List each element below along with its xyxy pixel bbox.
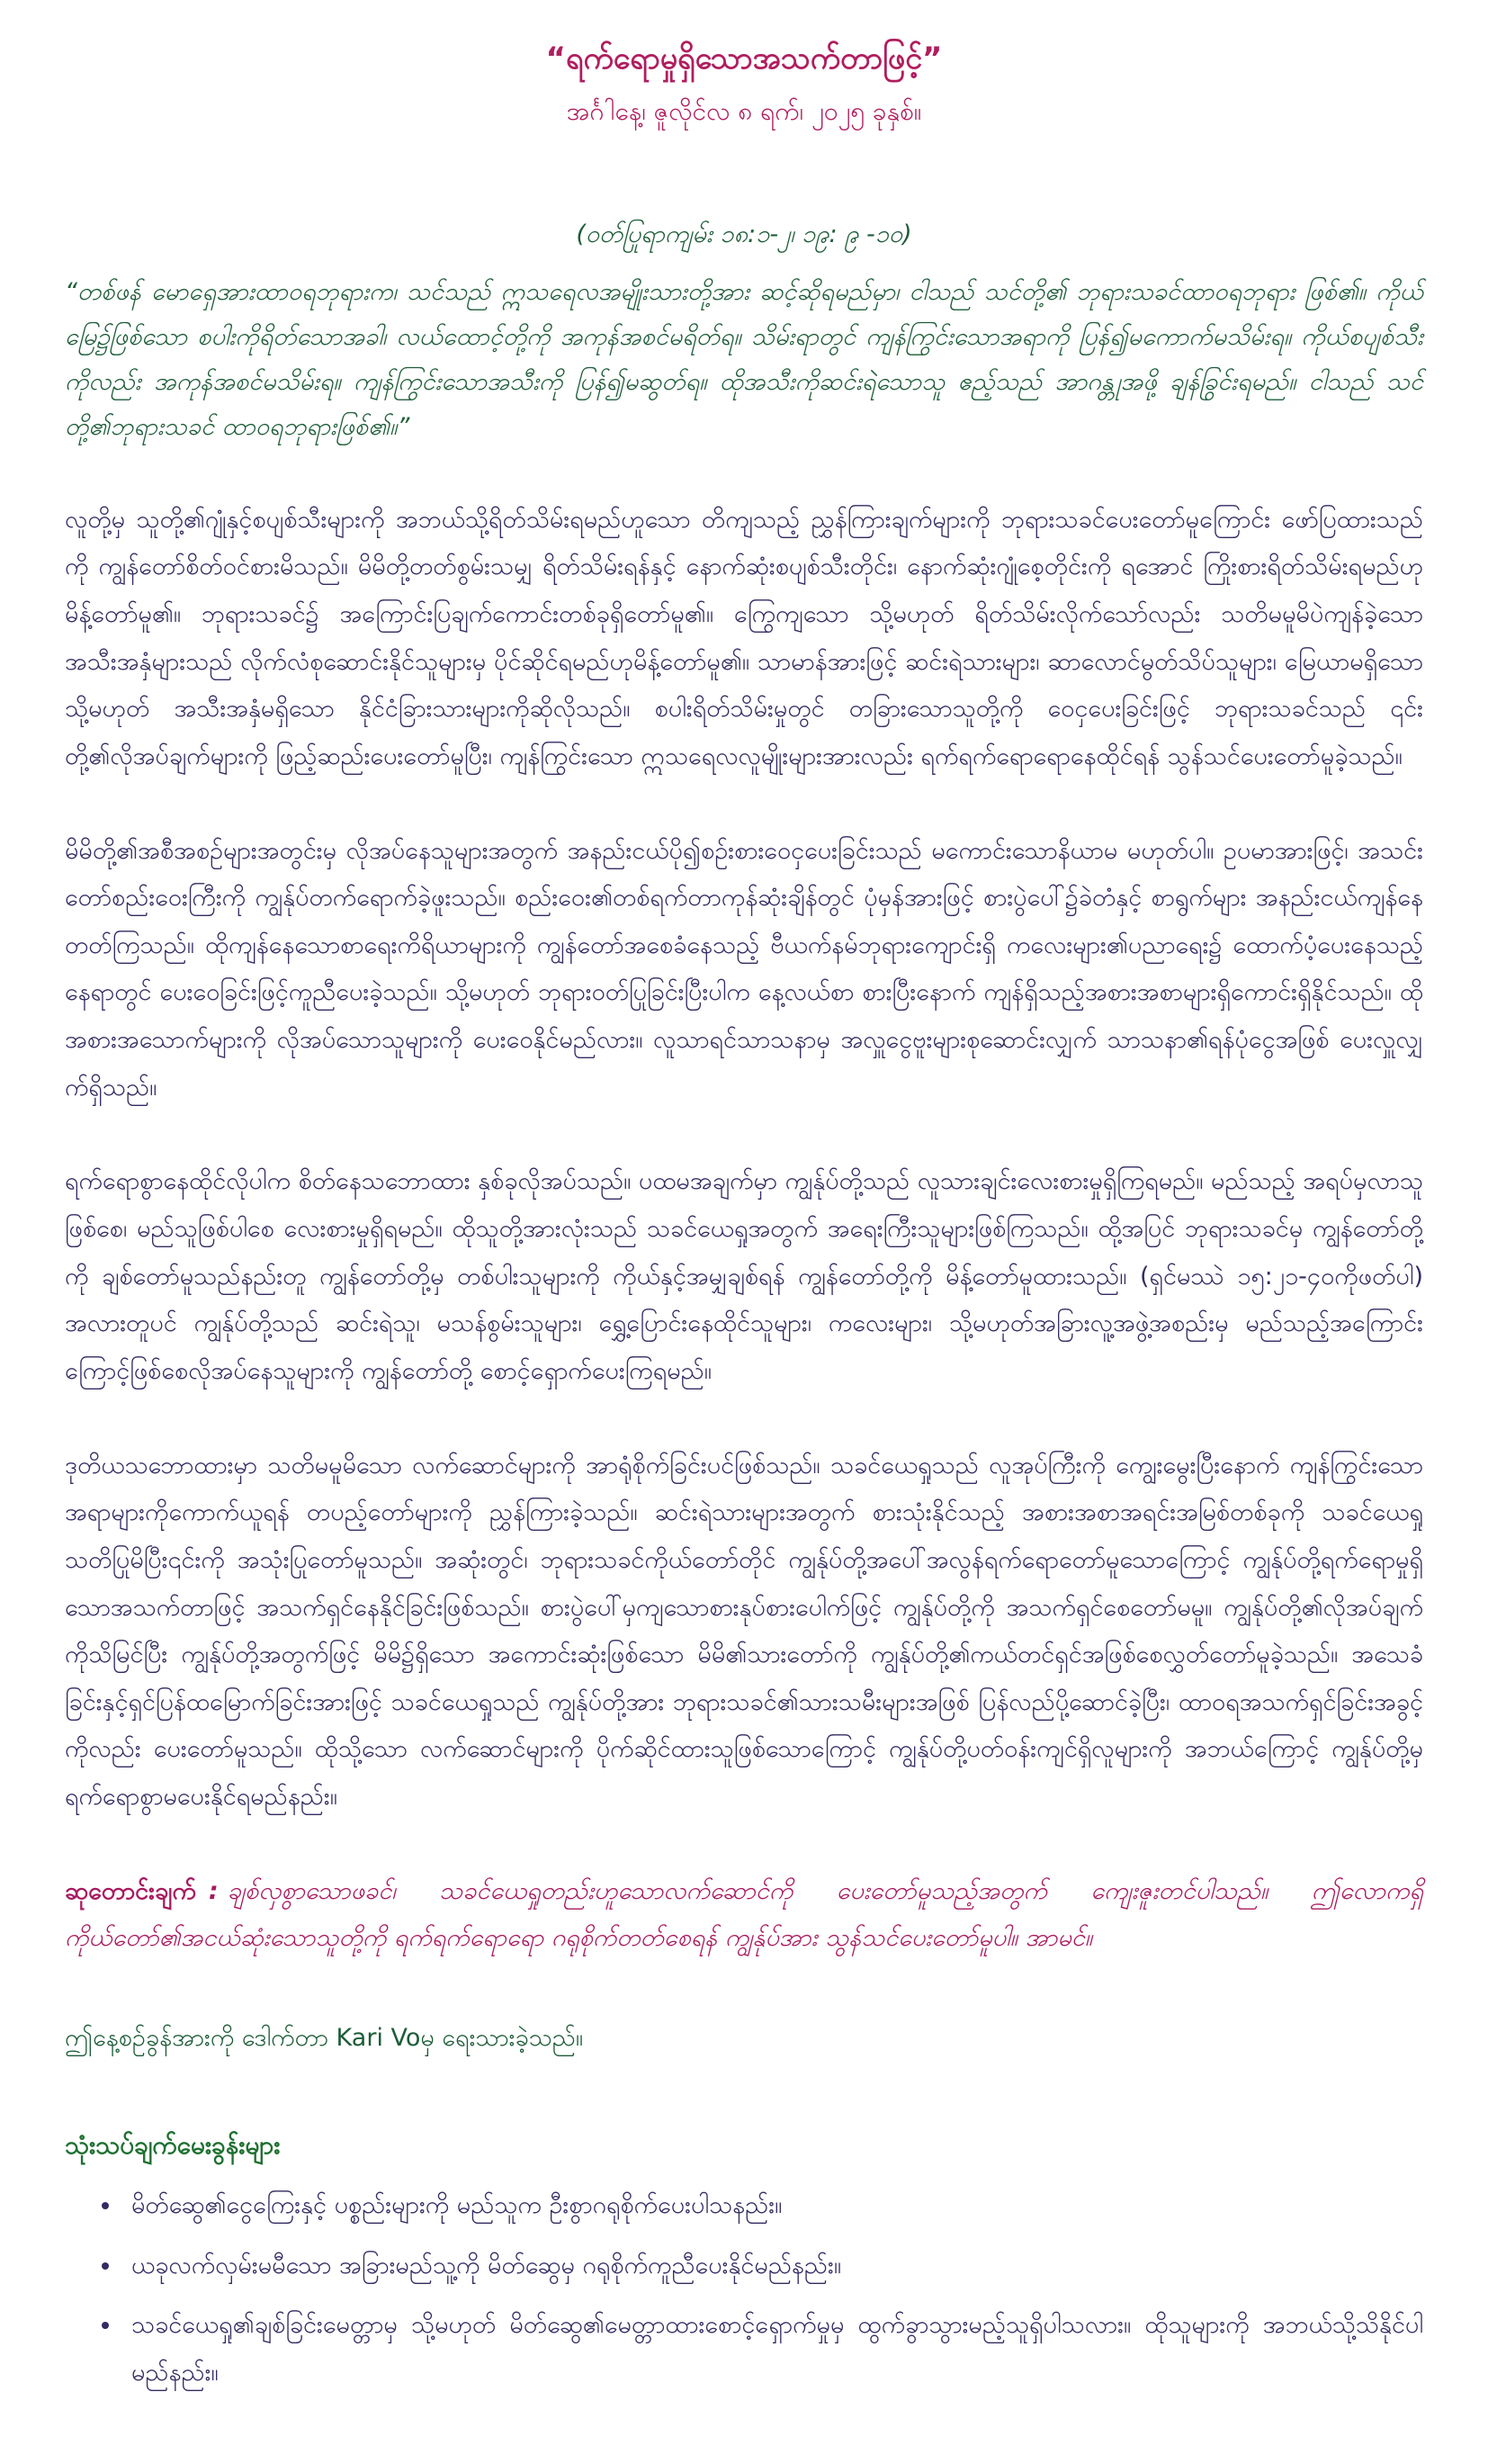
body-paragraph-1: လူတို့မှ သူတို့၏ဂျုံနှင့်စပျစ်သီးများကို အဘယ်သို့ရိတ်သိမ်းရမည်ဟူသော တိကျသည့် ညွှန်ကြားချက်များကို ဘုရားသခင်ပေးတော်မူကြောင်း ဖော်ပြထားသည်ကို ကျွန်တော်စိတ်ဝင်စားမိသည်။ မိမိတို့တတ်စွမ်းသမျှ ရိတ်သိမ်းရန်နှင့် နောက်ဆုံးစပျစ်သီးတိုင်း၊ နောက်ဆုံးဂျုံစေ့တိုင်းကို ရအောင် ကြိုးစားရိတ်သိမ်းရမည်ဟု မိန့်တော်မူ၏။ ဘုရားသခင်၌ အကြောင်းပြချက်ကောင်းတစ်ခုရှိတော်မူ၏။ ကြွေကျသော သို့မဟုတ် ရိတ်သိမ်းလိုက်သော်လည်း သတိမမူမိပဲကျန်ခဲ့သောအသီးအနှံများသည် လိုက်လံစုဆောင်းနိုင်သူများမှ ပိုင်ဆိုင်ရမည်ဟုမိန့်တော်မူ၏။ သာမာန်အားဖြင့် ဆင်းရဲသားများ၊ ဆာလောင်မွတ်သိပ်သူများ၊ မြေယာမရှိသောသို့မဟုတ် အသီးအနှံမရှိသော နိုင်ငံခြားသားများကိုဆိုလိုသည်။ စပါးရိတ်သိမ်းမှုတွင် တခြားသောသူတို့ကို ဝေငှပေးခြင်းဖြင့် ဘုရားသခင်သည် ၎င်းတို့၏လိုအပ်ချက်များကို ဖြည့်ဆည်းပေးတော်မူပြီး၊ ကျန်ကြွင်းသော ဣသရေလလူမျိုးများအားလည်း ရက်ရက်ရောရောနေထိုင်ရန် သွန်သင်ပေးတော်မူခဲ့သည်။ — [65, 505, 1423, 770]
questions-list — [65, 2182, 1423, 2397]
prayer-text: ချစ်လှစွာသောဖခင်၊ သခင်ယေရှုတည်းဟူသောလက်ဆောင်ကို ပေးတော်မူသည့်အတွက် ကျေးဇူးတင်ပါသည်။ ဤလောကရှိ ကိုယ်တော်၏အငယ်ဆုံးသောသူတို့ကို ရက်ရက်ရောရော ဂရုစိုက်တတ်စေရန် ကျွန်ုပ်အား သွန်သင်ပေးတော်မူပါ။ အာမင်။ — [65, 1876, 1423, 1953]
scripture-reference: (ဝတ်ပြုရာကျမ်း ၁၈:၁-၂၊ ၁၉: ၉ -၁၀) — [576, 220, 912, 248]
prayer-block — [65, 1868, 1423, 1963]
prayer-separator: : — [208, 1876, 219, 1905]
question-item-3: • သခင်ယေရှု၏ချစ်ခြင်းမေတ္တာမှ သို့မဟုတ် မိတ်ဆွေ၏မေတ္တာထားစောင့်ရှောက်မှုမှ ထွက်ခွာသွားမည့်သူရှိပါသလား။ ထိုသူများကို အဘယ်သို့သိနိုင်ပါမည်နည်း။ — [122, 2302, 1423, 2397]
question-item-1: • မိတ်ဆွေ၏ငွေကြေးနှင့် ပစ္စည်းများကို မည်သူက ဦးစွာဂရုစိုက်ပေးပါသနည်း။ — [122, 2182, 1423, 2230]
prayer-label: ဆုတောင်းချက် — [65, 1876, 196, 1905]
date-line: အင်္ဂါနေ့၊ ဇူလိုင်လ ၈ ရက်၊ ၂၀၂၅ ခုနှစ်။ — [566, 95, 922, 126]
page-title: “ရက်ရောမှုရှိသောအသက်တာဖြင့်” — [545, 40, 943, 76]
body-paragraph-4: ဒုတိယသဘောထားမှာ သတိမမူမိသော လက်ဆောင်များကို အာရုံစိုက်ခြင်းပင်ဖြစ်သည်။ သခင်ယေရှုသည် လူအုပ်ကြီးကို ကျွေးမွေးပြီးနောက် ကျန်ကြွင်းသောအရာများကိုကောက်ယူရန် တပည့်တော်များကို ညွှန်ကြားခဲ့သည်။ ဆင်းရဲသားများအတွက် စားသုံးနိုင်သည့် အစားအစာအရင်းအမြစ်တစ်ခုကို သခင်ယေရှုသတိပြုမိပြီး၎င်းကို အသုံးပြုတော်မူသည်။ အဆုံးတွင်၊ ဘုရားသခင်ကိုယ်တော်တိုင် ကျွန်ုပ်တို့အပေါ်အလွန်ရက်ရောတော်မူသောကြောင့် ကျွန်ုပ်တို့ရက်ရောမှုရှိသောအသက်တာဖြင့် အသက်ရှင်နေနိုင်ခြင်းဖြစ်သည်။ စားပွဲပေါ်မှကျသောစားနုပ်စားပေါက်ဖြင့် ကျွန်ုပ်တို့ကို အသက်ရှင်စေတော်မမူ။ ကျွန်ုပ်တို့၏လိုအပ်ချက်ကိုသိမြင်ပြီး ကျွန်ုပ်တို့အတွက်ဖြင့် မိမိ၌ရှိသော အကောင်းဆုံးဖြစ်သော မိမိ၏သားတော်ကို ကျွန်ုပ်တို့၏ကယ်တင်ရှင်အဖြစ်စေလွှတ်တော်မူခဲ့သည်။ အသေခံခြင်းနှင့်ရှင်ပြန်ထမြောက်ခြင်းအားဖြင့် သခင်ယေရှုသည် ကျွန်ုပ်တို့အား ဘုရားသခင်၏သားသမီးများအဖြစ် ပြန်လည်ပို့ဆောင်ခဲ့ပြီး၊ ထာဝရအသက်ရှင်ခြင်းအခွင့်ကိုလည်း ပေးတော်မူသည်။ ထိုသို့သော လက်ဆောင်များကို ပိုက်ဆိုင်ထားသူဖြစ်သောကြောင့် ကျွန်ုပ်တို့ပတ်ဝန်းကျင်ရှိလူများကို အဘယ်ကြောင့် ကျွန်ုပ်တို့မှ ရက်ရောစွာမပေးနိုင်ရမည်နည်း။ — [65, 1451, 1423, 1812]
body-paragraph-3: ရက်ရောစွာနေထိုင်လိုပါက စိတ်နေသဘောထား နှစ်ခုလိုအပ်သည်။ ပထမအချက်မှာ ကျွန်ုပ်တို့သည် လူသားချင်းလေးစားမှုရှိကြရမည်။ မည်သည့် အရပ်မှလာသူဖြစ်စေ၊ မည်သူဖြစ်ပါစေ လေးစားမှုရှိရမည်။ ထိုသူတို့အားလုံးသည် သခင်ယေရှုအတွက် အရေးကြီးသူများဖြစ်ကြသည်။ ထို့အပြင် ဘုရားသခင်မှ ကျွန်တော်တို့ကို ချစ်တော်မူသည်နည်းတူ ကျွန်တော်တို့မှ တစ်ပါးသူများကို ကိုယ်နှင့်အမျှချစ်ရန် ကျွန်တော်တို့ကို မိန့်တော်မူထားသည်။ (ရှင်မဿဲ ၁၅:၂၁-၄၀ကိုဖတ်ပါ) အလားတူပင် ကျွန်ုပ်တို့သည် ဆင်းရဲသူ၊ မသန်စွမ်းသူများ၊ ရွှေ့ပြောင်းနေထိုင်သူများ၊ ကလေးများ၊ သို့မဟုတ်အခြားလူ့အဖွဲ့အစည်းမှ မည်သည့်အကြောင်းကြောင့်ဖြစ်စေလိုအပ်နေသူများကို ကျွန်တော်တို့ စောင့်ရှောက်ပေးကြရမည်။ — [65, 1167, 1423, 1385]
body-paragraph-2: မိမိတို့၏အစီအစဉ်များအတွင်းမှ လိုအပ်နေသူများအတွက် အနည်းငယ်ပို၍စဉ်းစားဝေငှပေးခြင်းသည် မကောင်းသောနိယာမ မဟုတ်ပါ။ ဥပမာအားဖြင့်၊ အသင်းတော်စည်းဝေးကြီးကို ကျွန်ုပ်တက်ရောက်ခဲ့ဖူးသည်။ စည်းဝေး၏တစ်ရက်တာကုန်ဆုံးချိန်တွင် ပုံမှန်အားဖြင့် စားပွဲပေါ်၌ခဲတံနှင့် စာရွက်များ အနည်းငယ်ကျန်နေတတ်ကြသည်။ ထိုကျန်နေသောစာရေးကိရိယာများကို ကျွန်တော်အစေခံနေသည့် ဗီယက်နမ်ဘုရားကျောင်းရှိ ကလေးများ၏ပညာရေး၌ ထောက်ပံ့ပေးနေသည့်နေရာတွင် ပေးဝေခြင်းဖြင့်ကူညီပေးခဲ့သည်။ သို့မဟုတ် ဘုရားဝတ်ပြုခြင်းပြီးပါက နေ့လယ်စာ စားပြီးနောက် ကျန်ရှိသည့်အစားအစာများရှိကောင်းရှိနိုင်သည်။ ထိုအစားအသောက်များကို လိုအပ်သောသူများကို ပေးဝေနိုင်မည်လား။ လူသာရင်သာသနာမှ အလှူငွေဗူးများစုဆောင်းလျှက် သာသနာ၏ရန်ပုံငွေအဖြစ် ပေးလှူလျှက်ရှိသည်။ — [65, 836, 1423, 1102]
author-line: ဤနေ့စဉ်ခွန်အားကို ဒေါက်တာ Kari Voမှ ရေးသားခဲ့သည်။ — [65, 2024, 584, 2053]
question-item-2: • ယခုလက်လှမ်းမမီသော အခြားမည်သူ့ကို မိတ်ဆွေမှ ဂရုစိုက်ကူညီပေးနိုင်မည်နည်း။ — [122, 2243, 1423, 2290]
questions-heading: သုံးသပ်ချက်မေးခွန်းများ — [65, 2130, 281, 2161]
scripture-quote: “တစ်ဖန် မောရှေအားထာဝရဘုရားက၊ သင်သည် ဣသရေလအမျိုးသားတို့အား ဆင့်ဆိုရမည်မှာ၊ ငါသည် သင်တို့၏ ဘုရားသခင်ထာဝရဘုရား ဖြစ်၏။ ကိုယ်မြေ၌ဖြစ်သော စပါးကိုရိတ်သောအခါ၊ လယ်ထောင့်တို့ကို အကုန်အစင်မရိတ်ရ။ သိမ်းရာတွင် ကျန်ကြွင်းသောအရာကို ပြန်၍မကောက်မသိမ်းရ။ ကိုယ်စပျစ်သီးကိုလည်း အကုန်အစင်မသိမ်းရ။ ကျန်ကြွင်းသောအသီးကို ပြန်၍မဆွတ်ရ။ ထိုအသီးကိုဆင်းရဲသောသူ ဧည့်သည် အာဂန္တုအဖို့ ချန်ခြွင်းရမည်။ ငါသည် သင်တို့၏ဘုရားသခင် ထာဝရဘုရားဖြစ်၏။” — [65, 277, 1423, 441]
